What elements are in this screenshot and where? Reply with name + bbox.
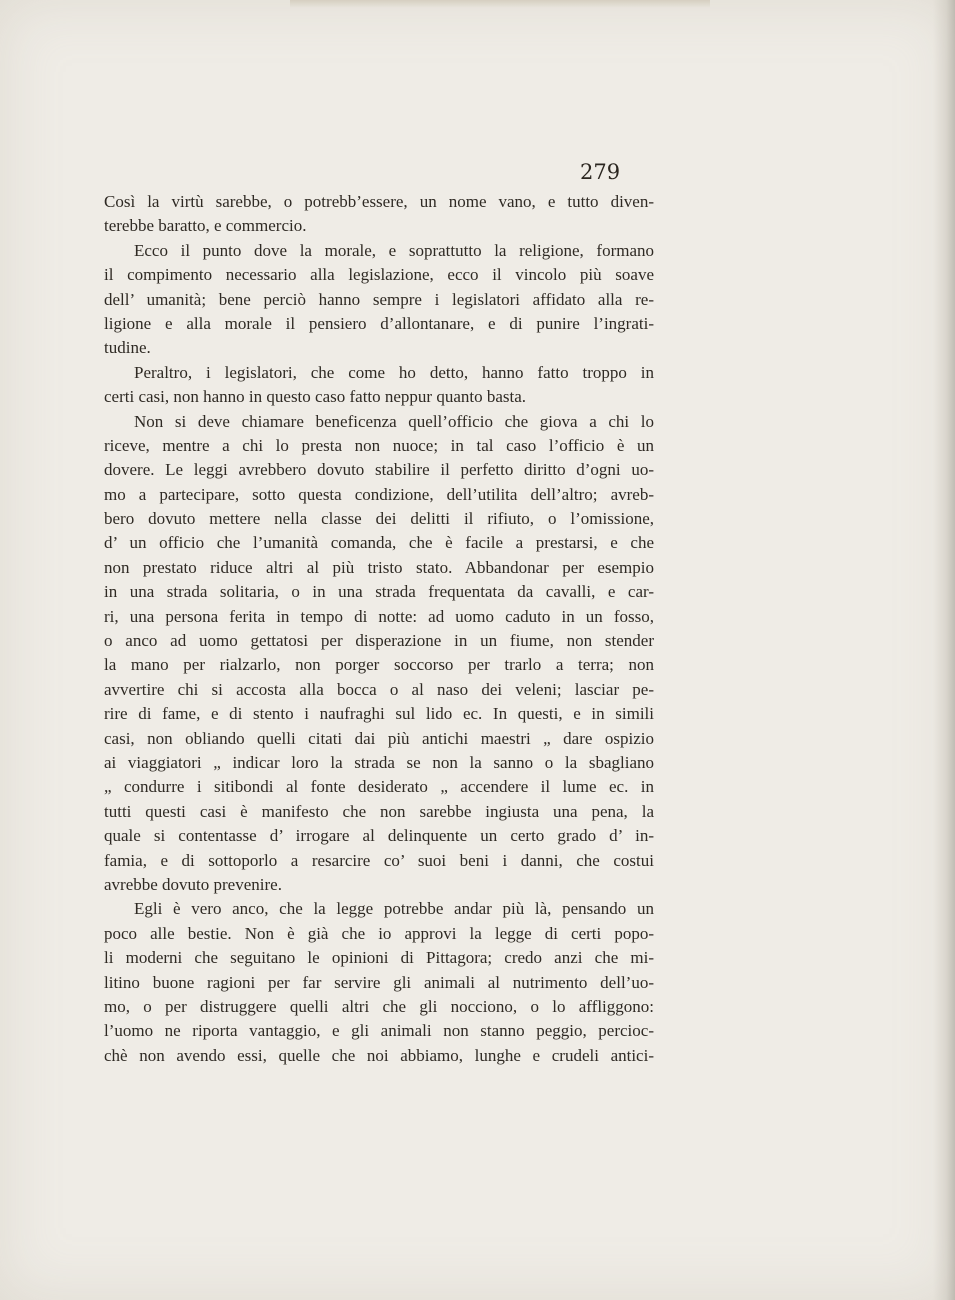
text-line: casi, non obliando quelli citati dai più antichi maestri „ dare ospizio: [104, 728, 654, 748]
text-line: dell’ umanità; bene perciò hanno sempre i legislatori affidato alla re-: [104, 289, 654, 309]
text-line: Peraltro, i legislatori, che come ho detto, hanno fatto troppo in: [134, 362, 654, 382]
text-line: mo a partecipare, sotto questa condizione, dell’utilita dell’altro; avreb-: [104, 484, 654, 504]
text-line: la mano per rialzarlo, non porger soccorso per trarlo a terra; non: [104, 655, 654, 675]
text-line: tutti questi casi è manifesto che non sarebbe ingiusta una pena, la: [104, 801, 654, 821]
text-line: „ condurre i sitibondi al fonte desiderato „ accendere il lume ec. in: [104, 777, 654, 797]
text-line: in una strada solitaria, o in una strada frequentata da cavalli, e car-: [104, 582, 654, 602]
text-line: Egli è vero anco, che la legge potrebbe andar più là, pensando un: [134, 899, 654, 919]
text-line: Ecco il punto dove la morale, e soprattutto la religione, formano: [134, 240, 654, 260]
text-line: ligione e alla morale il pensiero d’allontanare, e di punire l’ingrati-: [104, 313, 654, 333]
text-line: tudine.: [104, 338, 151, 358]
text-line: quale si contentasse d’ irrogare al delinquente un certo grado d’ in-: [104, 826, 654, 846]
text-line: d’ un officio che l’umanità comanda, che è facile a prestarsi, e che: [104, 533, 654, 553]
page-top-edge: [290, 0, 710, 8]
text-line: li moderni che seguitano le opinioni di Pittagora; credo anzi che mi-: [104, 948, 654, 968]
text-line: Così la virtù sarebbe, o potrebb’essere, un nome vano, e tutto diven-: [104, 192, 654, 211]
text-line: ri, una persona ferita in tempo di notte: ad uomo caduto in un fosso,: [104, 606, 654, 626]
text-line: avvertire chi si accosta alla bocca o al naso dei veleni; lasciar pe-: [104, 679, 654, 699]
text-line: avrebbe dovuto prevenire.: [104, 874, 282, 894]
text-line: mo, o per distruggere quelli altri che gli nocciono, o lo affliggono:: [104, 996, 654, 1016]
text-line: famia, e di sottoporlo a resarcire co’ suoi beni i danni, che costui: [104, 850, 654, 870]
text-line: non prestato riduce altri al più tristo stato. Abbandonar per esempio: [104, 557, 654, 577]
text-line: rire di fame, e di stento i naufraghi sul lido ec. In questi, e in simili: [104, 704, 654, 724]
text-line: dovere. Le leggi avrebbero dovuto stabilire il perfetto diritto d’ogni uo-: [104, 460, 654, 480]
text-line: poco alle bestie. Non è già che io approvi la legge di certi popo-: [104, 923, 654, 943]
text-line: l’uomo ne riporta vantaggio, e gli animali non stanno peggio, percioc-: [104, 1021, 654, 1041]
text-line: litino buone ragioni per far servire gli animali al nutrimento dell’uo-: [104, 972, 654, 992]
text-line: terebbe baratto, e commercio.: [104, 216, 307, 236]
page-right-edge: [933, 0, 955, 1300]
text-line: riceve, mentre a chi lo presta non nuoce; in tal caso l’officio è un: [104, 435, 654, 455]
text-line: il compimento necessario alla legislazione, ecco il vincolo più soave: [104, 265, 654, 285]
text-line: bero dovuto mettere nella classe dei delitti il rifiuto, o l’omissione,: [104, 509, 654, 529]
text-line: ai viaggiatori „ indicar loro la strada se non la sanno o la sbagliano: [104, 752, 654, 772]
text-line: Non si deve chiamare beneficenza quell’officio che giova a chi lo: [134, 411, 654, 431]
body-text: [104, 190, 654, 1068]
page-number: 279: [580, 160, 621, 184]
text-line: certi casi, non hanno in questo caso fatto neppur quanto basta.: [104, 387, 527, 407]
text-line: chè non avendo essi, quelle che noi abbiamo, lunghe e crudeli antici-: [104, 1045, 654, 1065]
text-line: o anco ad uomo gettatosi per disperazione in un fiume, non stender: [104, 631, 654, 651]
